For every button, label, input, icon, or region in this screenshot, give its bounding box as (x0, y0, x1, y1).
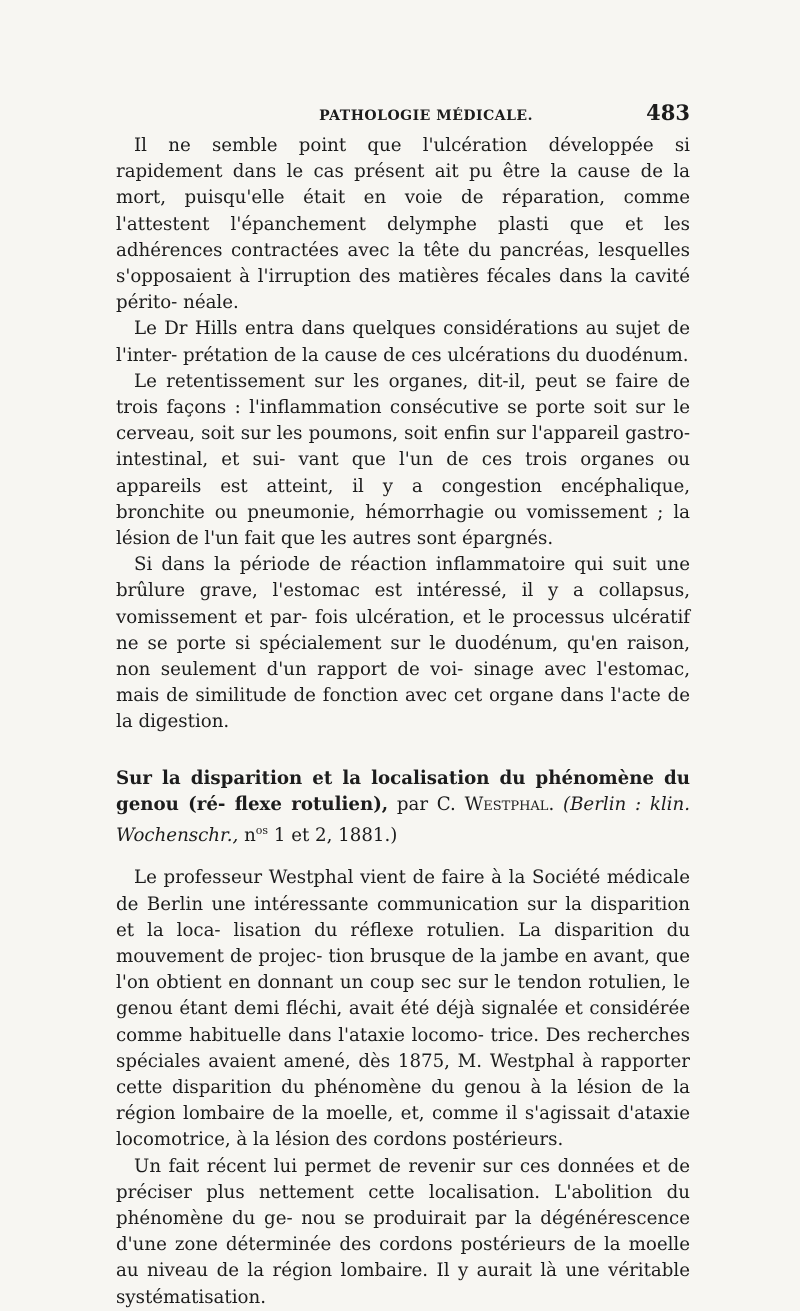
paragraph-retentissement: Le retentissement sur les organes, dit-il, peut se faire de trois façons : l'inflammation consécutive se porte soit sur le cerveau, soit sur les poumons, soit enfin sur l'appareil gastro-intestinal, et sui- vant que l'un de ces trois organes ou appareils est atteint, il y a congestion encéphalique, bronchite ou pneumonie, hémorrhagie ou vomissement ; la lésion de l'un fait que les autres sont épargnés. (116, 370, 690, 550)
paragraph-ulceration: Il ne semble point que l'ulcération développée si rapidement dans le cas présent ait pu être la cause de la mort, puisqu'elle était en voie de réparation, comme l'attestent l'épanchement delymphe plasti que et les adhérences contractées avec la tête du pancréas, lesquelles s'opposaient à l'irruption des matières fécales dans la cavité périto- néale. (116, 135, 690, 314)
article-source: (Berlin : klin. Wochenschr., (116, 793, 690, 847)
page-number: 483 (646, 100, 690, 125)
article-author: Westphal. (464, 793, 555, 815)
article-title-text: Sur la disparition et la localisation du phénomène du genou (ré- flexe rotulien), (116, 767, 690, 815)
running-head: PATHOLOGIE MÉDICALE. (319, 108, 533, 124)
article-issue-suffix: 1 et 2, 1881.) (268, 825, 398, 847)
page-header (116, 100, 690, 125)
paragraph-reaction: Si dans la période de réaction inflammatoire qui suit une brûlure grave, l'estomac est intéressé, il y a collapsus, vomissement et par- fois ulcération, et le processus ulcératif ne se porte si spécialement sur le duodénum, qu'en raison, non seulement d'un rapport de voi- sinage avec l'estomac, mais de similitude de fonction avec cet organe dans l'acte de la digestion. (116, 554, 690, 733)
article-issue-sup: os (255, 824, 269, 838)
article-title (116, 766, 690, 850)
article-by: par C. (388, 793, 465, 815)
article-issue-prefix: n (238, 825, 256, 847)
paragraph-westphal: Le professeur Westphal vient de faire à la Société médicale de Berlin une intéressante communication sur la disparition et la loca- lisation du réflexe rotulien. La disparition du mouvement de projec- tion brusque de la jambe en avant, que l'on obtient en donnant un coup sec sur le tendon rotulien, le genou étant demi fléchi, avait été déjà signalée et considérée comme habituelle dans l'ataxie locomo- trice. Des recherches spéciales avaient amené, dès 1875, M. Westphal à rapporter cette disparition du phénomène du genou à la lésion de la région lombaire de la moelle, et, comme il s'agissait d'ataxie locomotrice, à la lésion des cordons postérieurs. (116, 867, 690, 1151)
paragraph-hills: Le Dr Hills entra dans quelques considérations au sujet de l'inter- prétation de la cause de ces ulcérations du duodénum. (116, 318, 690, 366)
paragraph-fait-recent: Un fait récent lui permet de revenir sur ces données et de préciser plus nettement cette localisation. L'abolition du phénomène du ge- nou se produirait par la dégénérescence d'une zone déterminée des cordons postérieurs de la moelle au niveau de la région lombaire. Il y aurait là une véritable systématisation. (116, 1155, 690, 1308)
